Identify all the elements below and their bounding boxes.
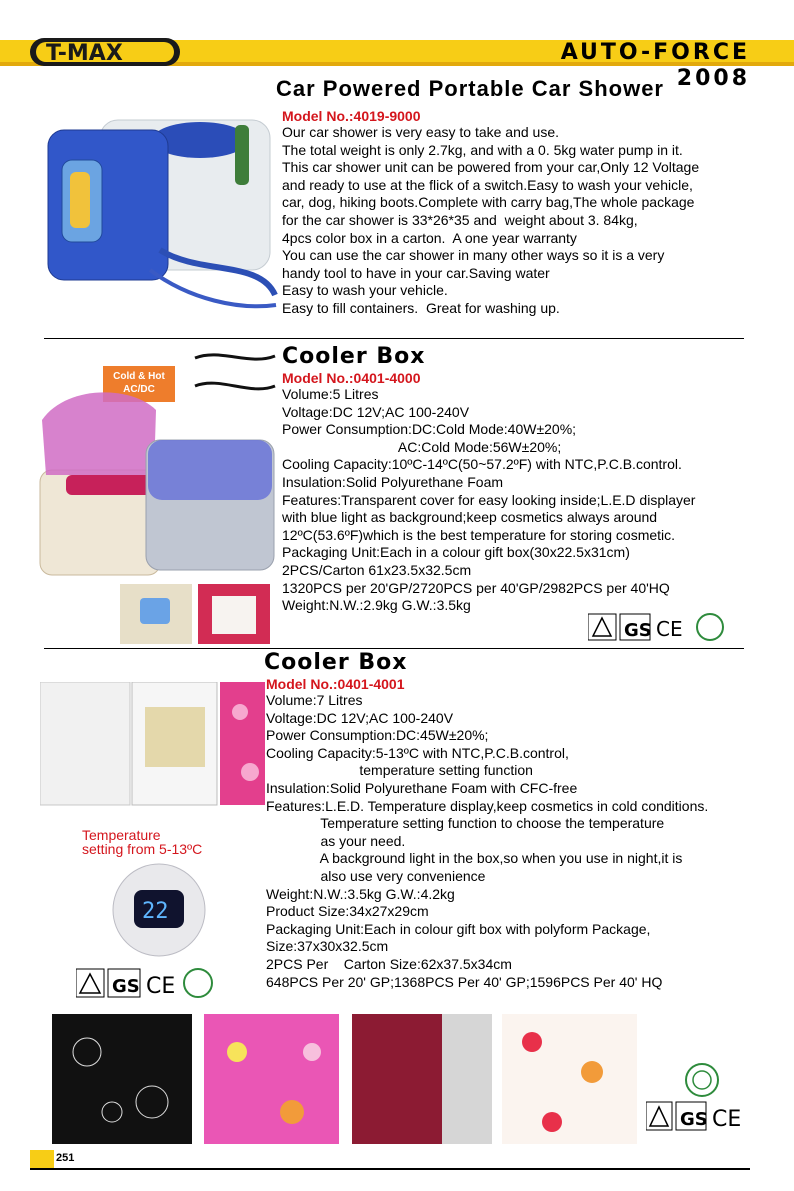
section3-line: Product Size:34x27x29cm [266,903,429,920]
variant-black-flowers [52,1014,192,1144]
section2-line: 1320PCS per 20'GP/2720PCS per 40'GP/2982PCS per 40'HQ [282,579,670,596]
variant-white-red-flowers [502,1014,637,1144]
section1-title: Car Powered Portable Car Shower [276,76,664,101]
cooler-box-5l-detail-images [120,584,270,644]
section3-line: Power Consumption:DC:45W±20%; [266,727,489,744]
section2-line: 12ºC(53.6ºF)which is the best temperature for storing cosmetic. [282,526,676,543]
ce-mark-3: CE [146,974,176,999]
section1-line: You can use the car shower in many other ways so it is a very [282,247,665,264]
section2-model: Model No.:0401-4000 [282,370,421,386]
cooler-variants-row [52,1012,642,1147]
section3-line: Insulation:Solid Polyurethane Foam with CFC-free [266,779,578,796]
section1-line: and ready to use at the flick of a switch.Easy to wash your vehicle, [282,176,693,193]
section3-line: 2PCS Per Carton Size:62x37.5x34cm [266,955,512,972]
section3-line: also use very convenience [266,867,486,884]
brand-logo-text: T-MAX [46,41,123,66]
section1-line: car, dog, hiking boots.Complete with carry bag,The whole package [282,194,695,211]
gs-mark-3: GS [112,976,140,997]
section2-line: Voltage:DC 12V;AC 100-240V [282,403,470,420]
section1-model: Model No.:4019-9000 [282,108,421,124]
temperature-display-image [104,860,214,960]
temperature-note [82,828,202,856]
section3-line: as your need. [266,832,406,849]
section3-details [266,676,708,991]
section1-line: This car shower unit can be powered from your car,Only 12 Voltage [282,159,700,176]
divider-2 [44,648,744,649]
badge-line1: Cold & Hot [113,371,165,382]
certification-marks-2 [588,612,728,642]
cooler-box-5l-image [36,380,276,580]
footer-rule [30,1168,750,1170]
section1-details [282,108,699,318]
section3-line: Weight:N.W.:3.5kg G.W.:4.2kg [266,885,455,902]
section2-line: Features:Transparent cover for easy looking inside;L.E.D displayer [282,491,696,508]
section1-lines [282,124,699,318]
section1-line: Easy to wash your vehicle. [282,282,448,299]
section3-line: 648PCS Per 20' GP;1368PCS Per 40' GP;1596PCS Per 40' HQ [266,973,663,990]
section2-line: Cooling Capacity:10ºC-14ºC(50~57.2ºF) with NTC,P.C.B.control. [282,456,682,473]
temperature-note-line1: Temperature [82,827,161,843]
section1-line: Our car shower is very easy to take and use. [282,124,560,140]
section1-line: for the car shower is 33*26*35 and weight about 3. 84kg, [282,211,638,228]
temperature-display-value: 22 [142,899,169,924]
badge-line2: AC/DC [123,384,155,395]
page-number: 251 [56,1152,75,1164]
divider-1 [44,338,744,339]
section3-title: Cooler Box [264,650,408,675]
section3-line: Volume:7 Litres [266,692,363,708]
section3-line: Size:37x30x32.5cm [266,938,389,955]
section3-line: Voltage:DC 12V;AC 100-240V [266,709,454,726]
temperature-note-line2: setting from 5-13ºC [82,841,203,857]
section3-line: Packaging Unit:Each in colour gift box with polyform Package, [266,920,651,937]
eco-mark [684,1062,720,1098]
section2-line: Power Consumption:DC:Cold Mode:40W±20%; [282,421,577,438]
section1-line: 4pcs color box in a carton. A one year warranty [282,229,577,246]
section3-line: Temperature setting function to choose the temperature [266,815,665,832]
footer-tab [30,1150,54,1168]
variant-pink-flowers [204,1014,339,1144]
section3-line: temperature setting function [266,762,533,779]
section3-line: A background light in the box,so when you use in night,it is [266,850,683,867]
ce-mark-4: CE [712,1107,742,1132]
section3-model: Model No.:0401-4001 [266,676,405,692]
gs-mark-2: GS [624,620,652,641]
edition-title: AUTO-FORCE 2008 [560,40,750,91]
brand-logo [30,30,190,72]
section2-line: Volume:5 Litres [282,386,379,402]
variant-maroon-silver [352,1014,492,1144]
section2-line: Packaging Unit:Each in a colour gift box(30x22.5x31cm) [282,544,630,561]
section2-line: with blue light as background;keep cosmetics always around [282,509,658,526]
section2-line: 2PCS/Carton 61x23.5x32.5cm [282,561,472,578]
section2-lines [282,386,695,615]
cooler-box-7l-image [40,682,265,807]
section1-line: Easy to fill containers. Great for washing up. [282,299,560,316]
ce-mark-2: CE [656,617,683,641]
section3-line: Cooling Capacity:5-13ºC with NTC,P.C.B.control, [266,744,569,761]
section3-line: Features:L.E.D. Temperature display,keep cosmetics in cold conditions. [266,797,709,814]
section2-line: AC:Cold Mode:56W±20%; [282,438,562,455]
certification-marks-3 [76,966,216,1000]
section1-line: The total weight is only 2.7kg, and with a 0. 5kg water pump in it. [282,141,683,158]
gs-mark-4: GS [680,1109,708,1130]
section2-title: Cooler Box [282,344,426,369]
section2-line: Weight:N.W.:2.9kg G.W.:3.5kg [282,597,471,614]
car-shower-image [40,100,280,320]
section1-line: handy tool to have in your car.Saving water [282,264,550,281]
section2-details [282,370,695,615]
certification-marks-4 [646,1100,746,1132]
section3-lines [266,692,708,991]
section2-line: Insulation:Solid Polyurethane Foam [282,473,504,490]
